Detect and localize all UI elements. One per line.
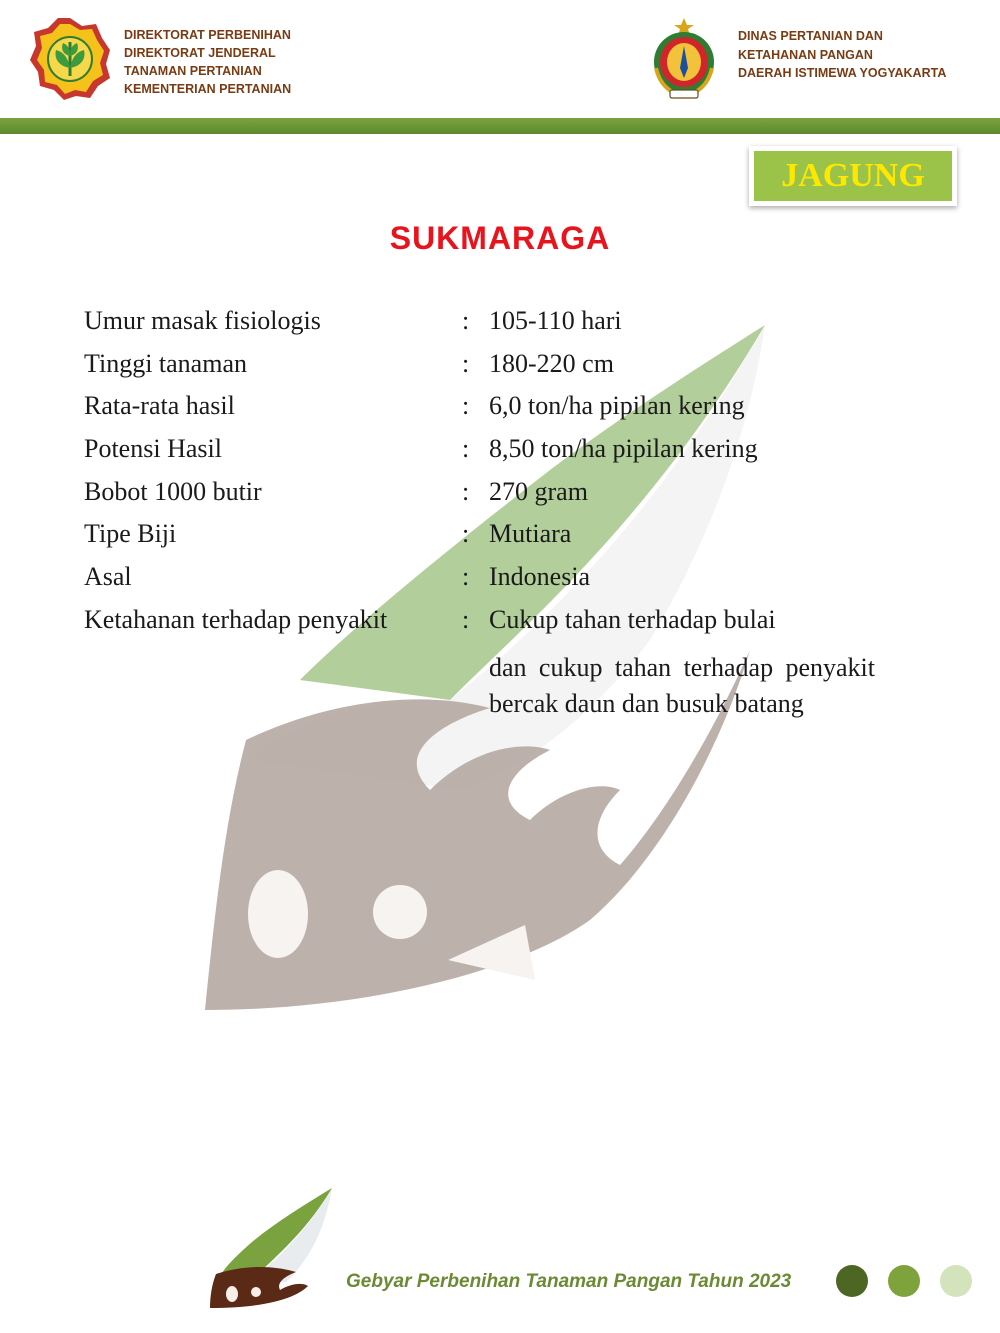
right-org-line: DAERAH ISTIMEWA YOGYAKARTA [738,66,947,80]
header-divider-bar [0,118,1000,134]
spec-colon: : [462,391,470,421]
spec-label: Asal [84,562,132,592]
spec-label: Tipe Biji [84,519,177,549]
variety-title: SUKMARAGA [389,220,611,256]
spec-table [84,306,884,648]
spec-row [84,477,884,520]
left-org-name [124,26,291,98]
spec-value: Indonesia [489,562,591,592]
footer-leaf-logo [206,1186,338,1310]
spec-label: Rata-rata hasil [84,391,235,421]
header [0,0,1000,118]
spec-label: Umur masak fisiologis [84,306,321,335]
category-badge-label: JAGUNG [754,151,952,201]
spec-value: 6,0 ton/ha pipilan kering [489,391,745,421]
right-org-line: DINAS PERTANIAN DAN [738,29,883,43]
spec-label: Ketahanan terhadap penyakit [84,604,388,634]
spec-colon: : [462,348,470,378]
spec-value: 8,50 ton/ha pipilan kering [489,434,758,464]
left-org-line: TANAMAN PERTANIAN [124,64,262,78]
spec-colon: : [462,562,470,592]
spec-row [84,434,884,477]
spec-label: Bobot 1000 butir [84,476,262,506]
spec-colon: : [462,434,470,464]
spec-value: Cukup tahan terhadap bulai [489,604,776,634]
footer-dot-light [940,1265,972,1297]
footer-dot-mid [888,1265,920,1297]
spec-value: 180-220 cm [489,348,614,378]
spec-row [84,605,884,648]
footer-event-title: Gebyar Perbenihan Tanaman Pangan Tahun 2023 [346,1271,792,1292]
spec-label: Potensi Hasil [84,434,222,464]
kementan-logo [28,16,112,102]
spec-label: Tinggi tanaman [84,348,247,378]
category-badge [749,146,957,206]
spec-row [84,562,884,605]
diy-crest-logo [646,16,722,102]
spec-colon: : [462,519,470,549]
spec-value-continuation: dan cukup tahan terhadap penyakit bercak daun dan busuk batang [489,653,875,718]
left-org-line: DIREKTORAT JENDERAL [124,46,276,60]
right-org-name [738,27,946,83]
left-org-line: KEMENTERIAN PERTANIAN [124,82,292,96]
spec-row [84,349,884,392]
spec-value: 270 gram [489,476,588,506]
spec-colon: : [462,306,470,335]
spec-colon: : [462,604,470,634]
left-org-line: DIREKTORAT PERBENIHAN [124,28,291,42]
spec-row [84,306,884,349]
spec-row [84,391,884,434]
spec-value: Mutiara [489,519,572,549]
spec-colon: : [462,476,470,506]
right-org-line: KETAHANAN PANGAN [738,47,873,62]
spec-row [84,519,884,562]
spec-value: 105-110 hari [489,306,622,335]
footer-dot-dark [836,1265,868,1297]
